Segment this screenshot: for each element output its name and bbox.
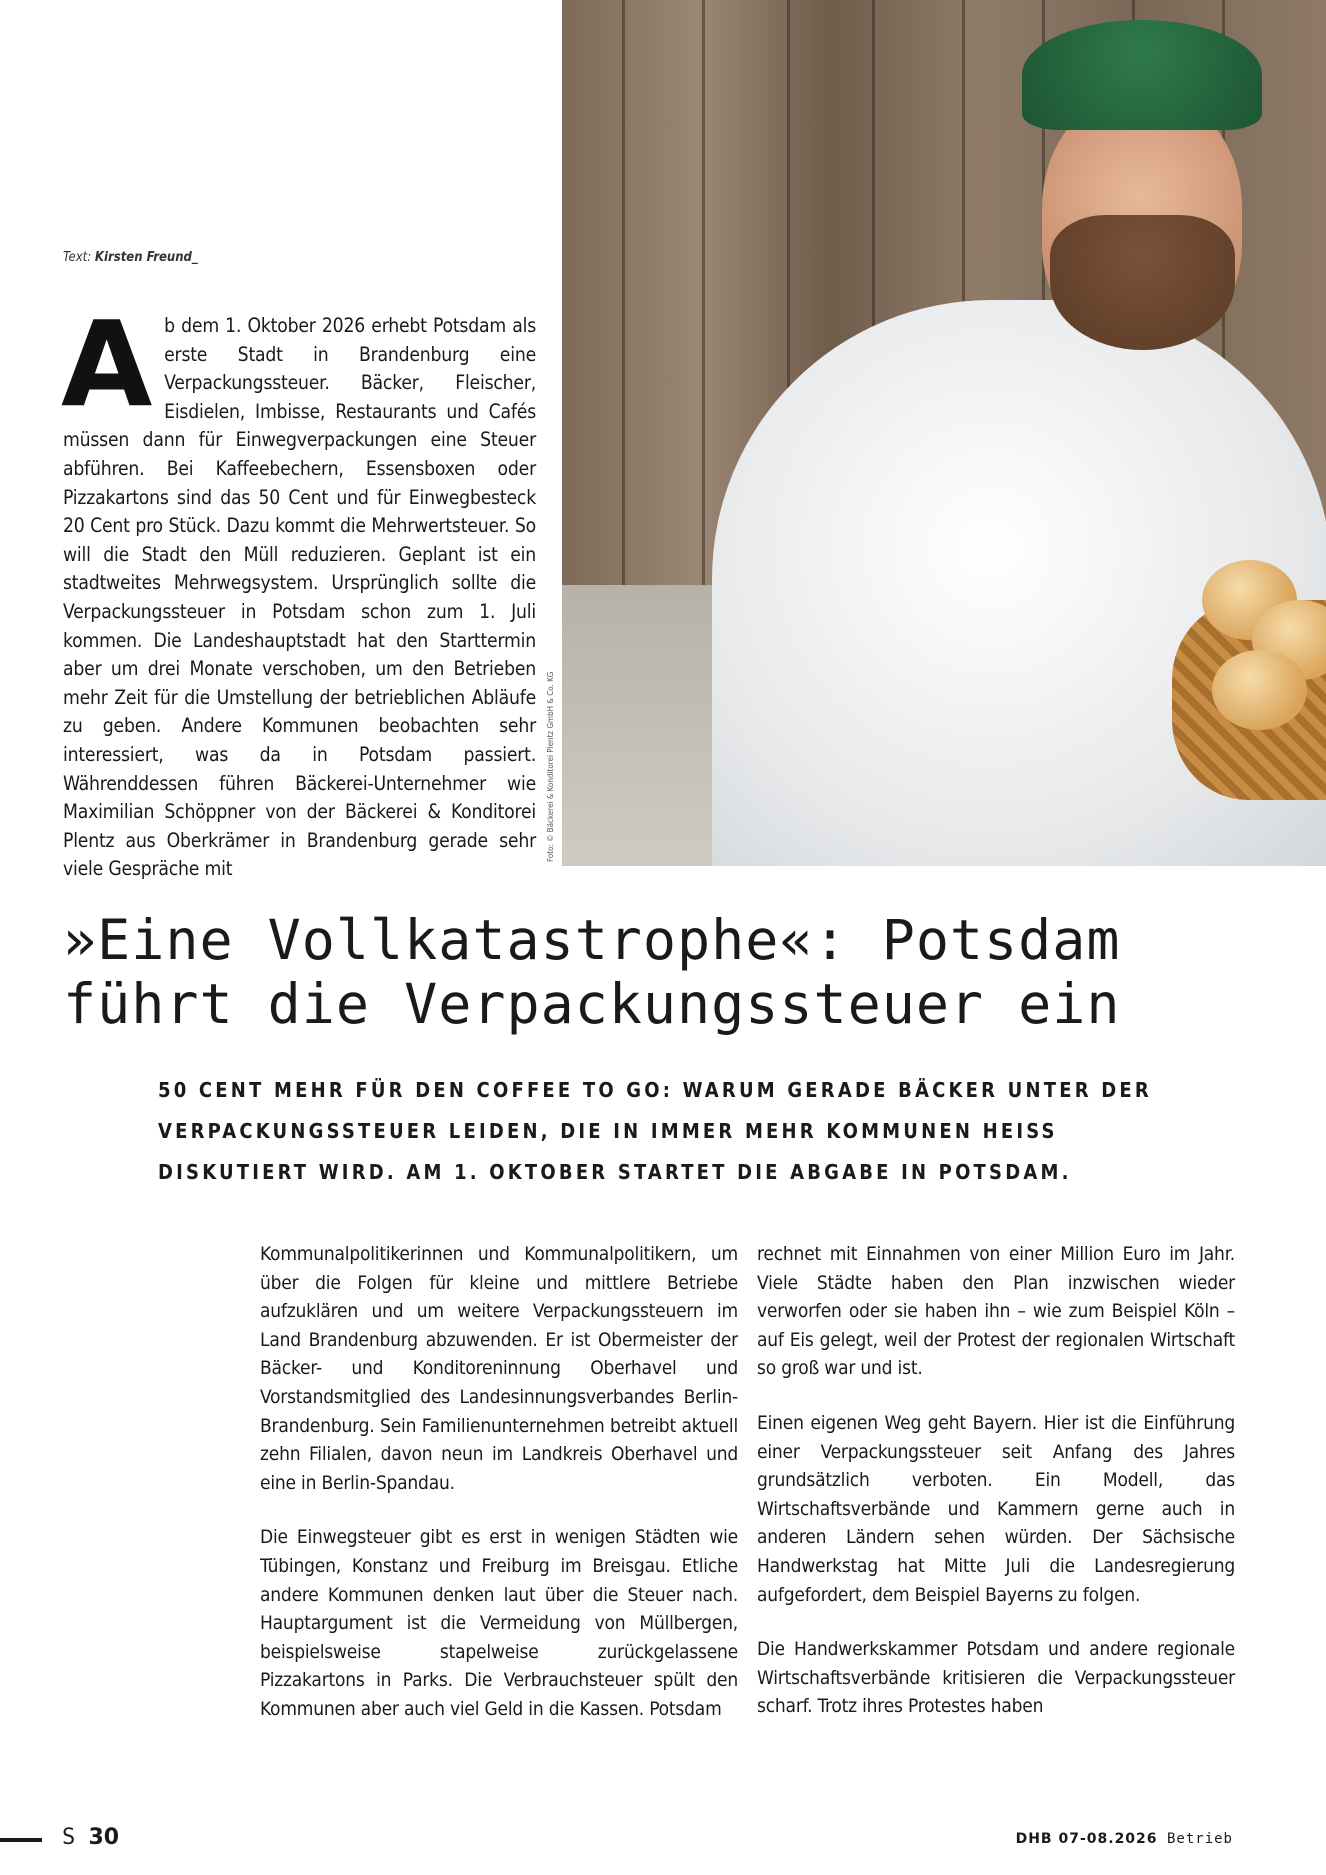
footer-info — [1016, 1831, 1233, 1847]
body-paragraph: rechnet mit Einnahmen von einer Million Euro im Jahr. Viele Städte haben den Plan inzwischen wieder verworfen oder sie haben ihn – wie zum Beispiel Köln – auf Eis gelegt, weil der Protest der regionalen Wirtschaft so groß war und ist. — [757, 1243, 1235, 1380]
body-column-1 — [260, 1240, 738, 1750]
section-name: Betrieb — [1166, 1831, 1233, 1847]
footer-rule — [0, 1838, 42, 1842]
page-prefix: S — [62, 1825, 76, 1850]
headline-line-1: »Eine Vollkatastrophe«: Potsdam — [63, 908, 1121, 972]
body-paragraph: Einen eigenen Weg geht Bayern. Hier ist die Einführung einer Verpackungssteuer seit Anfang des Jahres grundsätzlich verboten. Ein Modell, das Wirtschaftsverbände und Kammern gerne auch in anderen Ländern sehen würden. Der Sächsische Handwerkstag hat Mitte Juli die Landesregierung aufgefordert, dem Beispiel Bayerns zu folgen. — [757, 1411, 1235, 1606]
body-paragraph: Die Einwegsteuer gibt es erst in wenigen Städten wie Tübingen, Konstanz und Freiburg im Breisgau. Etliche andere Kommunen denken laut über die Steuer nach. Hauptargument ist die Vermeidung von Müllbergen, beispielsweise stapelweise zurückgelassene Pizzakartons in Parks. Die Verbrauchsteuer spült den Kommunen aber auch viel Geld in die Kassen. Potsdam — [260, 1526, 738, 1720]
intro-paragraph — [61, 295, 536, 884]
green-cap — [1022, 20, 1262, 130]
body-paragraph: Die Handwerkskammer Potsdam und andere regionale Wirtschaftsverbände kritisieren die Verpackungssteuer scharf. Trotz ihres Protestes haben — [757, 1638, 1235, 1718]
page-number-value: 30 — [88, 1825, 120, 1850]
magazine-issue: DHB 07-08.2026 — [1015, 1831, 1158, 1847]
byline-author: Kirsten Freund_ — [94, 250, 198, 265]
baker-photo — [562, 0, 1326, 866]
wood-plank — [702, 0, 705, 600]
wood-plank — [622, 0, 625, 600]
byline-prefix: Text: — [63, 250, 92, 265]
intro-text: b dem 1. Oktober 2026 erhebt Potsdam als erste Stadt in Brandenburg eine Verpackungssteuer. Bäcker, Fleischer, Eisdielen, Imbisse, Restaurants und Cafés müssen dann für Einwegverpackungen eine Steuer abführen. Bei Kaffeebechern, Essensboxen oder Pizzakartons sind das 50 Cent und für Einwegbesteck 20 Cent pro Stück. Dazu kommt die Mehrwertsteuer. So will die Stadt den Müll reduzieren. Geplant ist ein stadtweites Mehrwegsystem. Ursprünglich sollte die Verpackungssteuer in Potsdam schon zum 1. Juli kommen. Die Landeshauptstadt hat den Starttermin aber um drei Monate verschoben, um den Betrieben mehr Zeit für die Umstellung der betrieblichen Abläufe zu geben. Andere Kommunen beobachten sehr interessiert, was da in Potsdam passiert. Währenddessen führen Bäckerei-Unternehmer wie Maximilian Schöppner von der Bäckerei & Konditorei Plentz aus Oberkrämer in Brandenburg gerade sehr viele Gespräche mit — [63, 314, 536, 881]
headline-line-2: führt die Verpackungssteuer ein — [63, 972, 1121, 1036]
photo-credit: Foto: © Bäckerei & Konditorei Plentz GmbH & Co. KG — [546, 671, 555, 862]
dropcap: A — [61, 295, 153, 433]
byline — [63, 250, 198, 265]
page-number — [62, 1825, 119, 1850]
subheadline: 50 CENT MEHR FÜR DEN COFFEE TO GO: WARUM GERADE BÄCKER UNTER DER VERPACKUNGSSTEUER LEIDEN, DIE IN IMMER MEHR KOMMUNEN HEISS DISKUTIERT WIRD. AM 1. OKTOBER STARTET DIE ABGABE IN POTSDAM. — [158, 1078, 1152, 1184]
body-paragraph: Kommunalpolitikerinnen und Kommunalpolitikern, um über die Folgen für kleine und mittlere Betriebe aufzuklären und um weitere Verpackungssteuern im Land Brandenburg abzuwenden. Er ist Obermeister der Bäcker- und Konditoreninnung Oberhavel und Vorstandsmitglied des Landesinnungsverbandes Berlin-Brandenburg. Sein Familienunternehmen betreibt aktuell zehn Filialen, davon neun im Landkreis Oberhavel und eine in Berlin-Spandau. — [260, 1243, 738, 1494]
bread-roll — [1212, 650, 1307, 730]
baker-beard — [1050, 215, 1235, 350]
headline — [63, 908, 1283, 1036]
body-column-2 — [757, 1240, 1235, 1747]
